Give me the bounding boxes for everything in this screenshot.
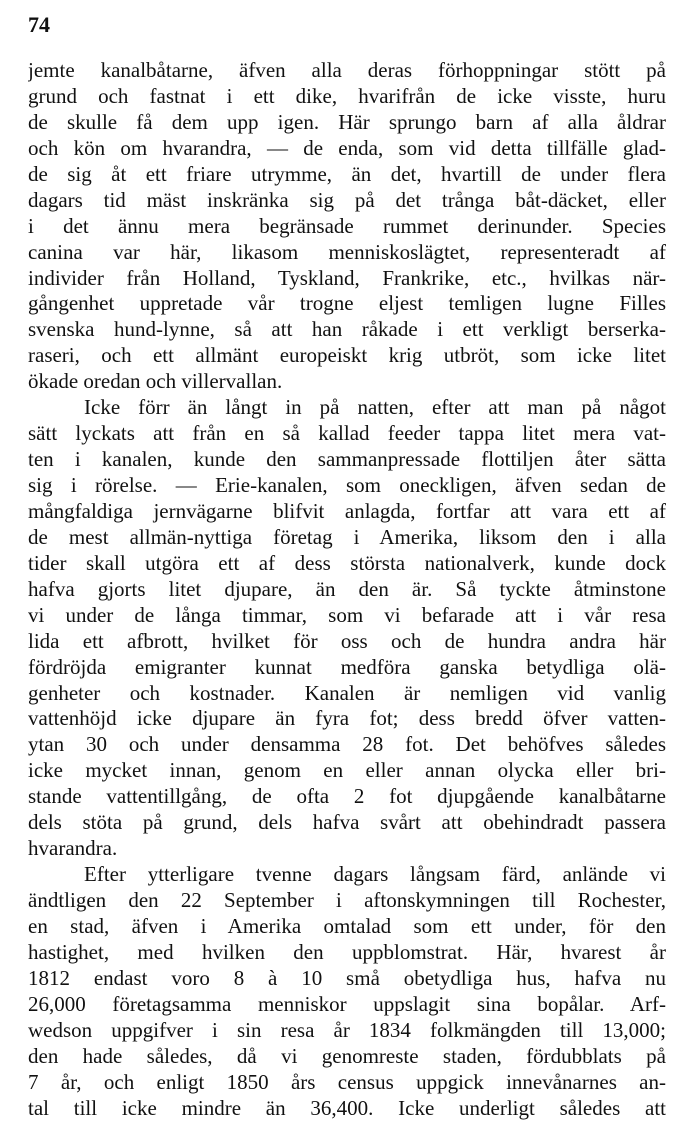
text-line: de sig åt ett friare utrymme, än det, hvartill de under flera — [28, 161, 666, 186]
text-line: och kön om hvarandra, — de enda, som vid detta tillfälle glad- — [28, 135, 666, 160]
text-line: Efter ytterligare tvenne dagars långsam färd, anlände vi — [84, 862, 666, 887]
text-line: gångenhet uppretade vår trogne eljest temligen lugne Filles — [28, 291, 666, 316]
text-line: ytan 30 och under densamma 28 fot. Det behöfves således — [28, 732, 666, 757]
text-line: raseri, och ett allmänt europeiskt krig utbröt, som icke litet — [28, 343, 666, 368]
text-line: hafva gjorts litet djupare, än den är. Så tyckte åtminstone — [28, 576, 666, 601]
text-line: de mest allmän-nyttiga företag i Amerika, liksom den i alla — [28, 524, 666, 549]
text-line: lida ett afbrott, hvilket för oss och de hundra andra här — [28, 628, 666, 653]
text-line: tider skall utgöra ett af dess största nationalverk, kunde dock — [28, 550, 666, 575]
text-line: dagars tid mäst inskränka sig på det trånga båt-däcket, eller — [28, 187, 666, 212]
text-line: genheter och kostnader. Kanalen är nemligen vid vanlig — [28, 680, 666, 705]
body-text — [28, 58, 666, 1121]
text-line: vattenhöjd icke djupare än fyra fot; dess bredd öfver vatten- — [28, 706, 666, 731]
text-line: jemte kanalbåtarne, äfven alla deras förhoppningar stött på — [28, 58, 666, 82]
text-line: ökade oredan och villervallan. — [28, 369, 283, 394]
text-line: den hade således, då vi genomreste staden, fördubblats på — [28, 1043, 666, 1068]
text-line: sig i rörelse. — Erie-kanalen, som oneckligen, äfven sedan de — [28, 473, 666, 497]
text-line: icke mycket innan, genom en eller annan olycka eller bri- — [28, 758, 666, 783]
text-line: fördröjda emigranter kunnat medföra ganska betydliga olä- — [28, 654, 666, 679]
text-line: de skulle få dem upp igen. Här sprungo barn af alla åldrar — [28, 109, 666, 134]
text-line: hvarandra. — [28, 836, 118, 861]
text-line: en stad, äfven i Amerika omtalad som ett under, för den — [28, 913, 666, 938]
text-line: i det ännu mera begränsade rummet derinunder. Species — [28, 213, 666, 238]
text-line: tal till icke mindre än 36,400. Icke underligt således att — [28, 1095, 666, 1120]
text-line: 7 år, och enligt 1850 års census uppgick innevånarnes an- — [28, 1069, 666, 1094]
text-line: 26,000 företagsamma menniskor uppslagit sina bopålar. Arf- — [28, 991, 666, 1016]
text-line: ändtligen den 22 September i aftonskymningen till Rochester, — [28, 888, 666, 912]
text-line: hastighet, med hvilken den uppblomstrat. Här, hvarest år — [28, 939, 666, 964]
page-number: 74 — [28, 12, 50, 37]
text-line: vi under de långa timmar, som vi befarade att i vår resa — [28, 602, 666, 627]
text-line: wedson uppgifver i sin resa år 1834 folkmängden till 13,000; — [28, 1017, 666, 1042]
text-line: dels stöta på grund, dels hafva svårt att obehindradt passera — [28, 810, 666, 835]
text-line: ten i kanalen, kunde den sammanpressade flottiljen åter sätta — [28, 447, 666, 472]
text-line: grund och fastnat i ett dike, hvarifrån de icke visste, huru — [28, 83, 666, 108]
text-line: stande vattentillgång, de ofta 2 fot djupgående kanalbåtarne — [28, 784, 666, 809]
text-line: canina var här, likasom menniskoslägtet, representeradt af — [28, 239, 666, 264]
text-line: mångfaldiga jernvägarne blifvit anlagda, fortfar att vara ett af — [28, 498, 666, 523]
text-line: sätt lyckats att från en så kallad feeder tappa litet mera vat- — [28, 421, 666, 446]
text-line: 1812 endast voro 8 à 10 små obetydliga hus, hafva nu — [28, 965, 666, 990]
text-line: Icke förr än långt in på natten, efter att man på något — [84, 395, 666, 420]
text-line: svenska hund-lynne, så att han råkade i ett verkligt berserka- — [28, 317, 666, 342]
text-line: individer från Holland, Tyskland, Frankrike, etc., hvilkas när- — [28, 265, 666, 290]
